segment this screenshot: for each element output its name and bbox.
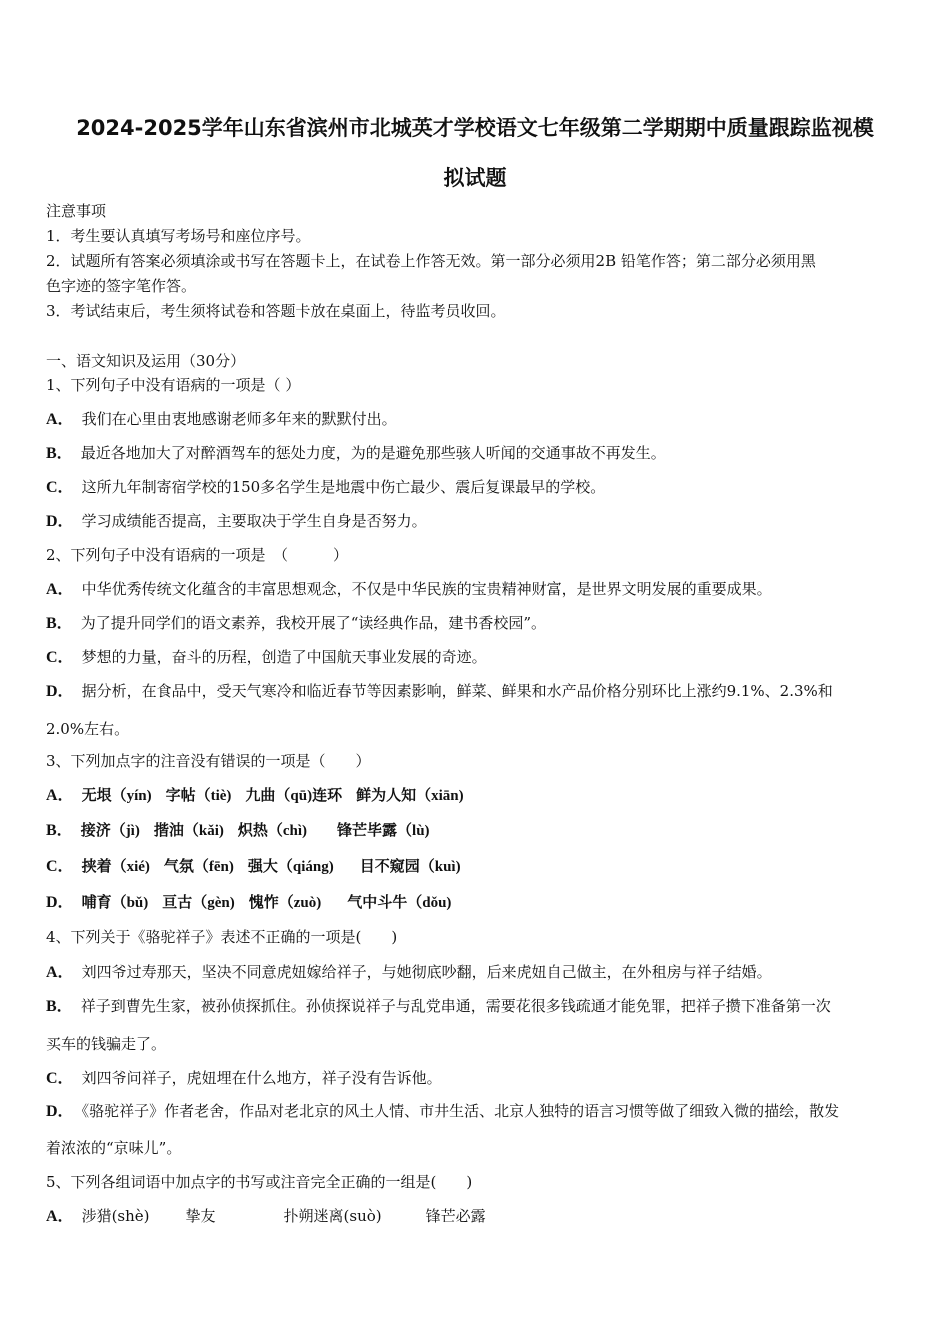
option-label: B． [46, 615, 73, 632]
option-text: 据分析，在食品中，受天气寒冷和临近春节等因素影响，鲜菜、鲜果和水产品价格分别环比上涨约9.1%、2.3%和 [81, 682, 833, 700]
option-label: A． [46, 1208, 74, 1225]
option-text: 刘四爷问祥子，虎妞埋在什么地方，祥子没有告诉他。 [81, 1069, 442, 1087]
question-4-stem: 4、下列关于《骆驼祥子》表述不正确的一项是( ) [46, 928, 398, 946]
q3-option-b [46, 820, 430, 841]
option-word: 锋芒必露 [425, 1207, 486, 1225]
q5-option-a [46, 1206, 486, 1227]
option-label: C． [46, 858, 74, 875]
option-label: A． [46, 787, 74, 804]
option-text: 刘四爷过寿那天，坚决不同意虎妞嫁给祥子，与她彻底吵翻，后来虎妞自己做主，在外租房与祥子结婚。 [81, 963, 772, 981]
q1-option-a [46, 409, 397, 430]
option-word: 哺育（bǔ) [81, 895, 149, 911]
q1-option-c [46, 477, 605, 498]
option-word: 目不窥园（kuì) [359, 859, 461, 875]
option-word: 揩油（kǎi) [153, 823, 224, 839]
option-text: 为了提升同学们的语文素养，我校开展了“读经典作品，建书香校园”。 [80, 614, 547, 632]
option-word: 炽热（chì) [237, 823, 308, 839]
option-text: 祥子到曹先生家，被孙侦探抓住。孙侦探说祥子与乱党串通，需要花很多钱疏通才能免罪，把祥子攒下准备第一次 [80, 997, 831, 1015]
notice-item: 1．考生要认真填写考场号和座位序号。 [46, 227, 311, 245]
exam-title-line-2: 拟试题 [443, 166, 507, 190]
option-text: 这所九年制寄宿学校的150多名学生是地震中伤亡最少、震后复课最早的学校。 [81, 478, 606, 496]
option-text: 学习成绩能否提高，主要取决于学生自身是否努力。 [81, 512, 427, 530]
option-word: 锋芒毕露（lù) [337, 823, 430, 839]
q1-option-b [46, 443, 666, 464]
option-word: 涉猎(shè) [81, 1207, 150, 1225]
q2-option-d-continued: 2.0%左右。 [46, 720, 130, 738]
q3-option-c [46, 856, 461, 877]
option-label: A． [46, 411, 74, 428]
option-text: 我们在心里由衷地感谢老师多年来的默默付出。 [81, 410, 397, 428]
notice-item: 2．试题所有答案必须填涂或书写在答题卡上，在试卷上作答无效。第一部分必须用2B 铅笔作答；第二部分必须用黑 [46, 252, 816, 270]
option-text: 《骆驼祥子》作者老舍，作品对老北京的风土人情、市井生活、北京人独特的语言习惯等做了细致入微的描绘，散发 [81, 1102, 840, 1120]
option-text: 最近各地加大了对醉酒驾车的惩处力度，为的是避免那些骇人听闻的交通事故不再发生。 [80, 444, 666, 462]
section-heading: 一、语文知识及运用（30分） [46, 352, 246, 370]
q4-option-d [46, 1101, 839, 1122]
question-3-stem: 3、下列加点字的注音没有错误的一项是（ ） [46, 752, 371, 770]
q2-option-a [46, 579, 772, 600]
q4-option-b-continued: 买车的钱骗走了。 [46, 1035, 167, 1053]
option-label: D． [46, 1103, 74, 1120]
option-word: 愧怍（zuò) [248, 895, 322, 911]
option-word: 气氛（fēn) [163, 859, 234, 875]
option-word: 挚友 [185, 1207, 216, 1225]
notice-item: 3．考试结束后，考生须将试卷和答题卡放在桌面上，待监考员收回。 [46, 302, 506, 320]
option-text: 中华优秀传统文化蕴含的丰富思想观念，不仅是中华民族的宝贵精神财富，是世界文明发展的重要成果。 [81, 580, 772, 598]
q2-option-b [46, 613, 546, 634]
option-word: 九曲（qū)连环 [245, 788, 343, 804]
option-word: 气中斗牛（dǒu) [347, 895, 452, 911]
q4-option-b [46, 996, 831, 1017]
option-label: C． [46, 479, 74, 496]
option-word: 字帖（tiè) [165, 788, 232, 804]
question-2-stem: 2、下列句子中没有语病的一项是 （ ） [46, 546, 349, 564]
q3-option-d [46, 892, 451, 913]
option-label: D． [46, 894, 74, 911]
option-text: 梦想的力量，奋斗的历程，创造了中国航天事业发展的奇迹。 [81, 648, 487, 666]
notice-heading: 注意事项 [46, 202, 107, 220]
option-word: 接济（jì) [80, 823, 140, 839]
option-label: D． [46, 683, 74, 700]
question-1-stem: 1、下列句子中没有语病的一项是（ ） [46, 376, 301, 394]
option-word: 强大（qiáng) [247, 859, 334, 875]
option-label: B． [46, 822, 73, 839]
option-label: A． [46, 581, 74, 598]
option-word: 亘古（gèn) [162, 895, 235, 911]
q4-option-a [46, 962, 772, 983]
q4-option-c [46, 1068, 442, 1089]
q3-option-a [46, 785, 464, 806]
option-word: 挟着（xié) [81, 859, 150, 875]
option-label: D． [46, 513, 74, 530]
option-label: B． [46, 445, 73, 462]
exam-title-line-1: 2024-2025学年山东省滨州市北城英才学校语文七年级第二学期期中质量跟踪监视模 [76, 116, 874, 140]
q4-option-d-continued: 着浓浓的“京味儿”。 [46, 1139, 182, 1157]
option-label: C． [46, 649, 74, 666]
question-5-stem: 5、下列各组词语中加点字的书写或注音完全正确的一组是( ) [46, 1173, 473, 1191]
option-word: 鲜为人知（xiān) [356, 788, 464, 804]
option-label: B． [46, 998, 73, 1015]
q1-option-d [46, 511, 427, 532]
option-word: 无垠（yín) [81, 788, 152, 804]
notice-item: 色字迹的签字笔作答。 [46, 277, 197, 295]
option-word: 扑朔迷离(suò) [283, 1207, 382, 1225]
option-label: A． [46, 964, 74, 981]
q2-option-c [46, 647, 487, 668]
option-label: C． [46, 1070, 74, 1087]
q2-option-d [46, 681, 833, 702]
